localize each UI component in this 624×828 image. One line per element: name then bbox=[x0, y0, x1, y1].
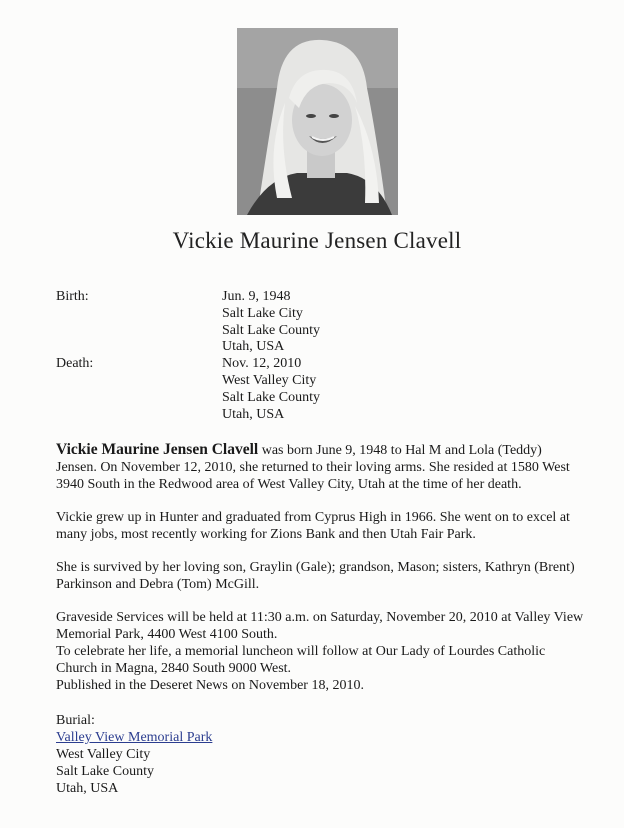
person-name-heading: Vickie Maurine Jensen Clavell bbox=[172, 228, 462, 253]
burial-label: Burial: bbox=[56, 713, 95, 728]
obituary-paragraph-2: Vickie grew up in Hunter and graduated from Cyprus High in 1966. She went on to excel at many jobs, most recently working for Zions Bank and then Utah Fair Park. bbox=[56, 510, 570, 542]
burial-state: Utah, USA bbox=[56, 781, 119, 796]
obituary-paragraph-1 bbox=[56, 441, 586, 493]
cemetery-link[interactable]: Valley View Memorial Park bbox=[56, 730, 213, 745]
death-row bbox=[56, 356, 320, 423]
death-county: Salt Lake County bbox=[222, 389, 320, 405]
birth-city: Salt Lake City bbox=[222, 305, 303, 321]
death-date: Nov. 12, 2010 bbox=[222, 356, 302, 372]
birth-label: Birth: bbox=[56, 289, 89, 304]
birth-state: Utah, USA bbox=[222, 339, 285, 355]
death-details bbox=[222, 356, 320, 423]
published-text: Published in the Deseret News on November 18, 2010. bbox=[56, 678, 364, 693]
burial-city: West Valley City bbox=[56, 747, 151, 762]
luncheon-text: To celebrate her life, a memorial luncheon will follow at Our Lady of Lourdes Catholic Church in Magna, 2840 South 9000 West. bbox=[56, 644, 546, 676]
birth-details bbox=[222, 289, 320, 356]
death-label: Death: bbox=[56, 356, 94, 372]
burial-section bbox=[56, 712, 212, 797]
obituary-p1-text: was born June 9, 1948 to Hal M and Lola (Teddy) Jensen. On November 12, 2010, she returned to their loving arms. She resided at 1580 West 3940 South in the Redwood area of West Valley City, Utah at the time of her death. bbox=[56, 443, 570, 492]
death-city: West Valley City bbox=[222, 372, 317, 388]
death-state: Utah, USA bbox=[222, 406, 285, 422]
services-text: Graveside Services will be held at 11:30 a.m. on Saturday, November 20, 2010 at Valley View Memorial Park, 4400 West 4100 South. bbox=[56, 610, 584, 642]
obituary-text bbox=[56, 441, 586, 710]
obituary-paragraph-4 bbox=[56, 609, 586, 694]
burial-county: Salt Lake County bbox=[56, 764, 154, 779]
obituary-paragraph-3: She is survived by her loving son, Graylin (Gale); grandson, Mason; sisters, Kathryn (Brent) Parkinson and Debra (Tom) McGill. bbox=[56, 560, 575, 592]
vital-records bbox=[56, 289, 320, 423]
obituary-lead-name: Vickie Maurine Jensen Clavell bbox=[56, 441, 259, 458]
birth-county: Salt Lake County bbox=[222, 322, 320, 338]
birth-row bbox=[56, 289, 320, 356]
portrait-photo bbox=[237, 28, 398, 215]
birth-date: Jun. 9, 1948 bbox=[222, 289, 291, 304]
